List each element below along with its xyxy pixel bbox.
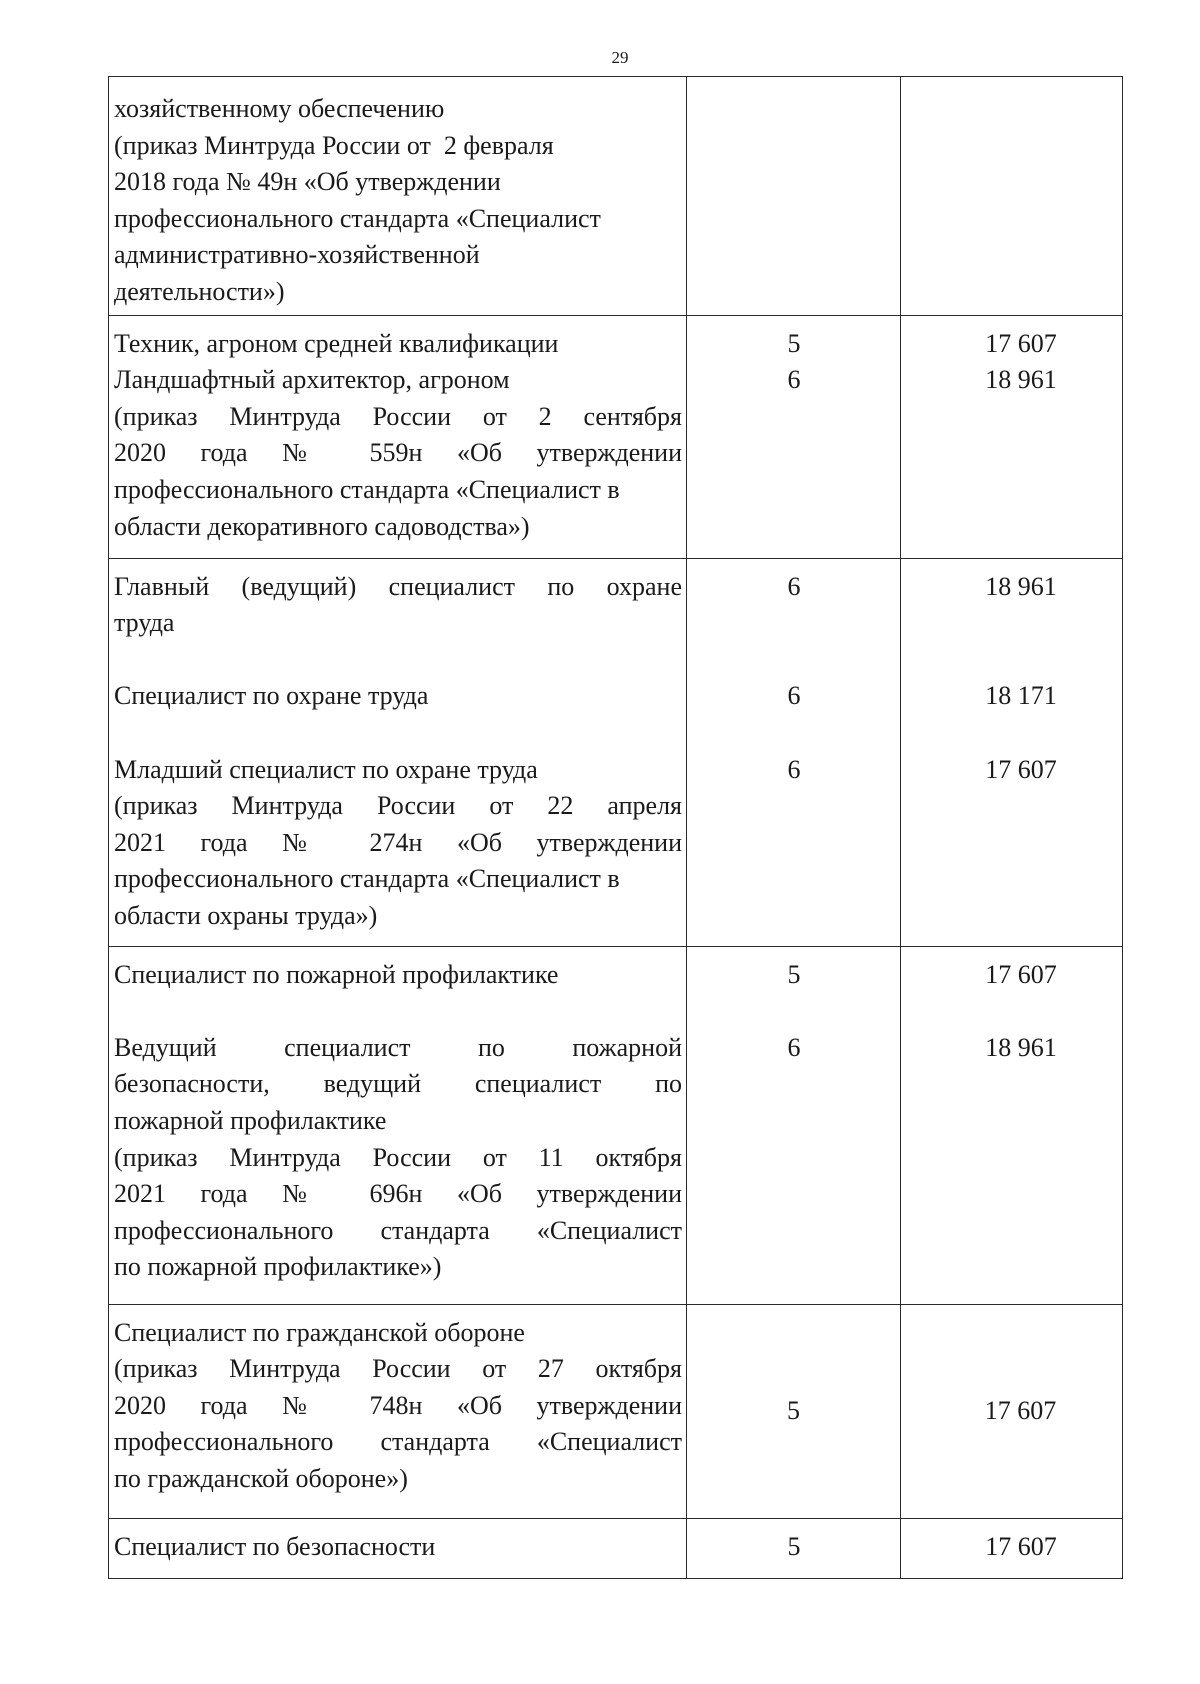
table-row — [109, 1304, 1123, 1518]
table-row — [109, 1518, 1123, 1578]
text-line: (приказ Минтруда России от 27 октября — [114, 1354, 682, 1384]
text-line: Специалист по охране труда — [114, 681, 429, 711]
qualification-level: 5 — [787, 1395, 800, 1425]
text-line: Специалист по гражданской обороне — [114, 1317, 525, 1347]
qualification-level: 6 — [787, 365, 801, 395]
text-line: Главный (ведущий) специалист по охране — [114, 571, 682, 601]
text-line: (приказ Минтруда России от 2 февраля — [114, 130, 554, 160]
text-line: 2018 года № 49н «Об утверждении — [114, 167, 501, 197]
salary-cell — [901, 77, 1123, 316]
qualification-level: 6 — [787, 681, 801, 711]
level-cell — [687, 946, 901, 1304]
salary-value: 17 607 — [985, 754, 1057, 784]
qualification-level: 5 — [787, 959, 801, 989]
qualification-level: 6 — [787, 754, 801, 784]
position-cell — [109, 77, 687, 316]
salary-cell — [901, 1304, 1123, 1518]
salary-value: 17 607 — [985, 328, 1057, 358]
text-line: по пожарной профилактике») — [114, 1252, 442, 1282]
text-line: Специалист по пожарной профилактике — [114, 959, 559, 989]
text-line: хозяйственному обеспечению — [114, 94, 445, 123]
salary-value: 18 961 — [985, 365, 1057, 395]
salary-value: 17 607 — [985, 959, 1057, 989]
qualification-level: 5 — [787, 328, 801, 358]
text-line: Ландшафтный архитектор, агроном — [114, 365, 510, 395]
table-row — [109, 77, 1123, 316]
position-cell — [109, 558, 687, 946]
text-line: 2020 года № 748н «Об утверждении — [114, 1390, 682, 1420]
table-row — [109, 558, 1123, 946]
text-line: (приказ Минтруда России от 22 апреля — [114, 791, 682, 821]
table-row — [109, 315, 1123, 558]
salary-value: 18 961 — [985, 1032, 1057, 1062]
text-line: труда — [114, 608, 175, 638]
text-line: деятельности») — [114, 276, 285, 306]
blank-line — [114, 715, 682, 752]
salary-table — [108, 76, 1123, 1579]
text-line: пожарной профилактике — [114, 1105, 387, 1135]
text-line: Специалист по безопасности — [114, 1531, 436, 1561]
salary-cell — [901, 315, 1123, 558]
qualification-level: 6 — [787, 571, 801, 601]
qualification-level: 6 — [787, 1032, 801, 1062]
text-line: профессионального стандарта «Специалист в — [114, 864, 620, 894]
text-line: профессионального стандарта «Специалист в — [114, 474, 620, 504]
blank-line — [114, 993, 682, 1030]
level-cell — [687, 1304, 901, 1518]
level-cell — [687, 558, 901, 946]
salary-value: 17 607 — [985, 1531, 1057, 1561]
qualification-level: 5 — [787, 1531, 801, 1561]
text-line: (приказ Минтруда России от 11 октября — [114, 1142, 682, 1172]
text-line: административно-хозяйственной — [114, 240, 480, 270]
text-line: профессионального стандарта «Специалист — [114, 1427, 682, 1457]
table-row — [109, 946, 1123, 1304]
text-line: Техник, агроном средней квалификации — [114, 328, 559, 358]
text-line: (приказ Минтруда России от 2 сентября — [114, 401, 682, 431]
text-line: Ведущий специалист по пожарной — [114, 1032, 682, 1062]
text-line: профессионального стандарта «Специалист — [114, 203, 601, 233]
text-line: 2020 года № 559н «Об утверждении — [114, 438, 682, 468]
level-cell — [687, 315, 901, 558]
text-line: по гражданской обороне») — [114, 1463, 408, 1493]
salary-cell — [901, 558, 1123, 946]
level-cell — [687, 77, 901, 316]
text-line: 2021 года № 696н «Об утверждении — [114, 1179, 682, 1209]
text-line: области охраны труда») — [114, 900, 378, 930]
text-line: безопасности, ведущий специалист по — [114, 1069, 682, 1099]
text-line: Младший специалист по охране труда — [114, 754, 538, 784]
salary-value: 18 171 — [985, 681, 1057, 711]
position-cell — [109, 946, 687, 1304]
text-line: 2021 года № 274н «Об утверждении — [114, 827, 682, 857]
salary-value: 17 607 — [984, 1395, 1057, 1425]
blank-line — [114, 642, 682, 679]
position-cell — [109, 1304, 687, 1518]
salary-cell — [901, 946, 1123, 1304]
text-line: профессионального стандарта «Специалист — [114, 1215, 682, 1245]
page-number: 29 — [611, 48, 629, 67]
level-cell — [687, 1518, 901, 1578]
salary-cell — [901, 1518, 1123, 1578]
salary-value: 18 961 — [985, 571, 1057, 601]
position-cell — [109, 1518, 687, 1578]
text-line: области декоративного садоводства») — [114, 511, 530, 541]
position-cell — [109, 315, 687, 558]
